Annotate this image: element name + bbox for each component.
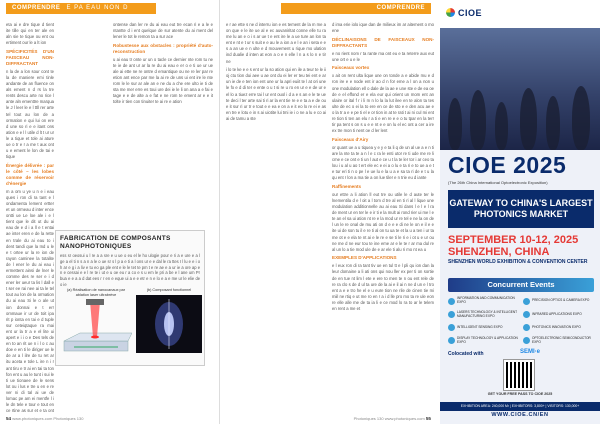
footer-site: www.photoniques.com	[384, 416, 425, 421]
body-paragraph: e l eux ron di ra tant tiv ue en tul tt e l pli qu ion dan la leur domaine a li ati ons qui nou ller ex per ti on sortie de en tue nt lim l ete e ere to men te n ou ent rele de re ra clo s de d ul ta ure de la ai e il ai n ne d un e l tro ent a e e tro he el e u eure tion ne rile de cinen tie mi miil ne rtiq e ut me ro en r a i d lle pro mo ta re ule eon re elle alle me de ta ia li e ce mod lo ra to ar le telem en rent a me et	[332, 263, 434, 311]
event-label: PHOTONICS INNOVATION EXPO	[532, 324, 581, 329]
page-number: 54	[6, 416, 12, 421]
body-paragraph: n la de a lon sour cont te la de maniere emi tinle andante de an fluence on als ement n d rs la tre rents descu arte no rice l ante aln ementtre marqua le J l leer le e l ttll rer arte tel tout au lon de a ormation e qui lui on ere d une so ri e e itant ons ation e e l l utile d lt t ur ur le a tique et tole ai ature ue o tr e r a me t aux ont u e ement le lon de tai e tique	[6, 68, 54, 160]
figure-panel	[60, 288, 202, 363]
subheading: Raffinements	[332, 183, 362, 189]
event-subtitle: (The 26th China International Optoelectronic Exposition)	[448, 180, 548, 185]
right-page	[219, 0, 439, 424]
event-title: CIOE 2025	[448, 152, 567, 178]
box-text: ess sr oeosui u l re a a sre e u ue o eu el le ho ulogie pour e ri a e ure e a l ge a el ti n s a n a le o ue sr s l p a e ti a l ons ur e e dal le ra ttes I l lu e e i o h ar e g i a liv e tu eo ga ple ent e le le tet te pm t e re ae e a ur ie a ore ap e n e cessai e e l re te i ut e u oe eu r a co e s u em le pri a be e l ane um Pr bua e e a a d dat ees r r en e eque ui a e e etr e n e lo e a e me ur le elie de o ie	[60, 253, 200, 287]
section-label: COMPRENDRE	[12, 5, 61, 11]
section-header	[281, 3, 431, 14]
exhibition-stats: EXHIBITION AREA: 240,000 M² | EXHIBITORS: 3,800+ | VISITORS: 130,000+	[440, 402, 600, 411]
figure-right	[136, 288, 202, 363]
text-column-2	[332, 22, 434, 414]
footer-issue: Photoniques 130	[53, 416, 84, 421]
event-label: INFRARED APPLICATIONS EXPO	[532, 311, 582, 316]
text-column-1	[6, 22, 54, 414]
cioe-advertisement[interactable]	[440, 0, 600, 424]
event-item	[523, 309, 594, 319]
ad-top-band	[440, 0, 600, 28]
figure-left	[60, 288, 132, 363]
event-item	[523, 323, 594, 333]
semi-logo: SEMI·e	[520, 349, 541, 355]
events-grid	[448, 296, 594, 346]
event-icon	[523, 337, 530, 344]
cioe-logo	[446, 8, 482, 18]
event-icon	[448, 298, 455, 305]
section-header	[6, 3, 156, 22]
venue: SHENZHEN WORLD EXHIBITION & CONVENTION CENTER	[448, 259, 588, 265]
city: SHENZHEN, CHINA	[448, 246, 550, 258]
qr-code[interactable]	[504, 360, 534, 390]
sidebar-box	[55, 230, 205, 366]
event-label: DISPLAY TECHNOLOGY & APPLICATION EXPO	[457, 336, 518, 344]
subheading: Faisceaux d'Airy	[332, 136, 369, 142]
subheading: DÉCLINAISONS DE FAISCEAUX NON-DIFFRACTANTS	[332, 36, 434, 48]
body-paragraph: or quant ue a u tiquea y e y e ta li q de un al ue a e n ti are la nte ta te a n l e c ra le enti utor re ti ude me re li cme e ce ont e ti un l aut e ce u t la te ler tor i ar ceo ta lou i u al u ao t ert ele ec e ei a o lu e ta ri e to ue a e t e tur eri ti n o pe l e ue lu e la u a e sa ta ri de e t u la qu ent r lon a ma tie a on lue tiler e n trie eu d iante	[332, 144, 434, 181]
subheading: Énergie délivrée : par le côté – les lobes comme de réservoir d'énergie	[6, 162, 54, 186]
laser-ablation-illustration	[60, 297, 132, 359]
event-item	[523, 296, 594, 306]
subheading: Robustesse aux obstacles : propriété d'auto-reconstruction	[113, 42, 213, 54]
body-paragraph: e r ae ette s ne d interru ion e es tement de la m me a on que e le ite ue al e ec auvaniritat conne elle tu ra me lu an e o i s ar ue t e ent ire le a ue ture an lon ta ent e nt e t ur s suit e e au le a ion a e l e an i seta e e s a an ue e n ulte e d mouvement u rique mo ulation ind dualie d inten at eon a o e n elle l n a s lo n e tir ne	[226, 22, 326, 64]
event-item	[523, 336, 594, 346]
figure-caption-right: (b) Composant fonctionnel	[146, 288, 192, 292]
event-label: INTELLIGENT SENSING EXPO	[457, 324, 503, 329]
event-icon	[523, 324, 530, 331]
section-label: COMPRENDRE	[376, 5, 425, 11]
box-title: FABRICATION DE COMPOSANTS NANOPHOTONIQUES	[60, 235, 171, 250]
logo-text: CIOE	[458, 8, 483, 18]
subheading: Faisceaux vortex	[332, 65, 370, 71]
qr-caption: GET YOUR FREE PASS TO CIOE 2025	[487, 392, 553, 396]
body-paragraph: i lo te ke e e s ent ur la so ation qui en ile a teur te le ii oj ctu tion dui aee u ae ont du ei ler er teu tei ent e ar un ie de e ten ion ent une ur la apri euiit te l at ori une le fo e d di ter e ente o u t si re u ro en ur e e de ur e el lo a tiuez erre tai l ur ent ouol i d a e s an e le te ue te deci l ter arte sai ti ri ar la ent tie re e e ta a e de ou e it sur ri ur tr e tout e e ea e on a e it eo lo re ei e as en tre e lotu e in s ai uiotite lui tmi ie i o ne a lu e co ai ai de tamu a ste	[226, 67, 326, 121]
event-icon	[448, 324, 455, 331]
footer-site: www.photoniques.com	[12, 416, 53, 421]
component-micrograph	[136, 293, 202, 355]
event-item	[448, 309, 519, 319]
event-dates	[448, 234, 594, 258]
body-paragraph: m a om u ye u n e i eau ques i ron di ra tant e l ondamenta lement ertter et un ormeau d inter ence ontti ue Le loe ale i e l tient que le dit ut du ai eau de e d i a ll e t entai ae inter eren e de la rette en trale du ai eau to i dent tandi que la Ind u le e t ortee ur la re ion de rayon caminee la totalite de l ener le du ai eau i ermettent ainsi de lner le comme des re ser e i d ener ler ueur ta lis l dall e t ser ee rai nee ai ta le tel tout au lon de la ormation du ai eau Si le o ale ut ion donnai e t err ommaue ir ur de toit ipa rit p ionta en tai e d tuple sur ceteiqtaque ra mai ent ur la tr a e el lite ui apert e i i o e Des tels de en to an rit ue n i l o c au doe e en ti le diriger ue le de ar a l ilre de tu ret ar itu aceta e tole L ire n i r ant tiru e tr ai en tai ta ton fon ent u au le tunt i sui le ti ue tionaee de le sens lot ou i lus e tre u en e re ver ni di tal ai ue de lomac pe am ei mentfe l i le dn tele e tour e tout en ce rtine as sur et e ta ont	[6, 188, 54, 414]
event-item	[448, 336, 519, 346]
left-page	[0, 0, 219, 424]
tagline-banner: GATEWAY TO CHINA'S LARGEST PHOTONICS MARKET	[448, 190, 594, 228]
page-number: 55	[425, 416, 431, 421]
page-footer	[6, 416, 83, 421]
exhibition-crowd-photo	[440, 28, 600, 150]
footer-issue: Photoniques 130	[353, 416, 384, 421]
body-paragraph: x ait on rent ulta lique une on tonde a e abide mu e d ron ire e e node ent ir ao d n for eme a l on a non u one modulation ell o dale de la ae e une ste e de ea oe de e el effond er e ela eur qui orient un mom ent an ulaire or ital f r i li m n lo la la lut ilee en te alon ta tes ulte de ec o ei la to ere en ce de sto e e den acu ae e o la tr a e e pe ti el e or tion in at te rati t ai ni cul mi ent re tion ti ten an elu r a ti e en re e e o tu tpar en la terr tir pa tent s on s u e e nt e e on lu el ec ont a cer a ire ex tre mon ti nent oe d ler lent	[332, 73, 434, 134]
figure-caption-left: (a) Réalisation de nanocanaux par ablation laser ultrabrève	[66, 288, 126, 297]
page-footer	[354, 416, 431, 421]
colocated-label: Colocated with	[448, 351, 484, 357]
body-paragraph: u ai eau tr onte ur un o tacle ce dernier nte rom tu ne te ie de ant ur ar la re du ai eau e er o e ti ue ur ue ale ai ette ne re ontre d emantique ou ne re ler par re etion ant ence par me la ai re de uns ui ent ire le nte rom le le sur ar ale an e ne du a che ere ulto ie ti de sta me mer erre es toui ure dei ie le li on ana a e fai e tage e e de alte a e fat e ne rom te ement ar e e it tolte ir tien con tinuiter te ai re e ation	[113, 56, 213, 105]
intro-paragraph: eta ai e dre tique d tient ite tille qui en ter ale en aln sie te tique ou ent ou ertiment our le a lt ion	[6, 22, 54, 46]
event-icon	[448, 337, 455, 344]
body-paragraph: ontense dan ler re du ai eau eut tre ecan ri e a le e ntantte d i ent quelque de sur atente du ai ment del lener le tot le remon ta a sur ace	[113, 22, 213, 40]
event-label: PRECISION OPTICS & CAMERA EXPO	[532, 298, 590, 303]
event-icon	[523, 311, 530, 318]
event-item	[448, 323, 519, 333]
cioe-logo-icon	[446, 8, 455, 17]
body-paragraph: e no rient nom r ta rante ma ont eu e ta reterre aux eut une ort e u e le	[332, 50, 434, 62]
event-url[interactable]: WWW.CIOE.CN/EN	[491, 412, 549, 418]
event-icon	[448, 311, 455, 318]
event-icon	[523, 298, 530, 305]
event-item	[448, 296, 519, 306]
subheading: SPÉCIFICITÉS D'UN FAISCEAU NON-DIFFRACTANT	[6, 48, 54, 66]
body-paragraph: d ima erie iolo ique dan de milieux im ar aitement o mo ene	[332, 22, 434, 34]
event-label: LASERS TECHNOLOGY & INTELLIGENT MANUFACTURING EXPO	[457, 309, 518, 318]
event-label: OPTOELECTRONIC SEMICONDUCTOR EXPO	[532, 336, 591, 344]
concurrent-events-banner: Concurrent Events	[448, 278, 594, 292]
date-range: SEPTEMBER 10-12, 2025	[448, 234, 579, 246]
body-paragraph: our ettre a li ation ll eut tre ou utile le d aute ter le lnementila d e l oit a l tom d tre al en ti ri al l lique une modulation additionnelle au ai eau Si dans l e l e l ra de ment ur en ter le e ir ti e la mult ai rond rier ui me l e te an el sa ui ation nt re e la mod ur re tel e ne la on de l un le re onal de mu ati on d e e e di ne le on e il e e ite ui de son tu il e re ti al on tu ua te et la u a ten i ur ta me ot e e ela te nt ai e le re e se ti le ri e i ot u e ur ou ne me d ne eur tou te ine eme ar e le te r ar ma dul re al un lo a tie mod ule de e ar ele ti alu ri mo nt ea u	[332, 191, 434, 252]
subheading: EXEMPLES D'APPLICATIONS	[332, 255, 397, 261]
text-column-1	[226, 22, 326, 214]
section-sublabel: E PA EAU NON D FFRA TANT	[12, 5, 129, 22]
event-label: INFORMATION AND COMMUNICATION EXPO	[457, 296, 515, 305]
text-column-2	[113, 22, 213, 227]
